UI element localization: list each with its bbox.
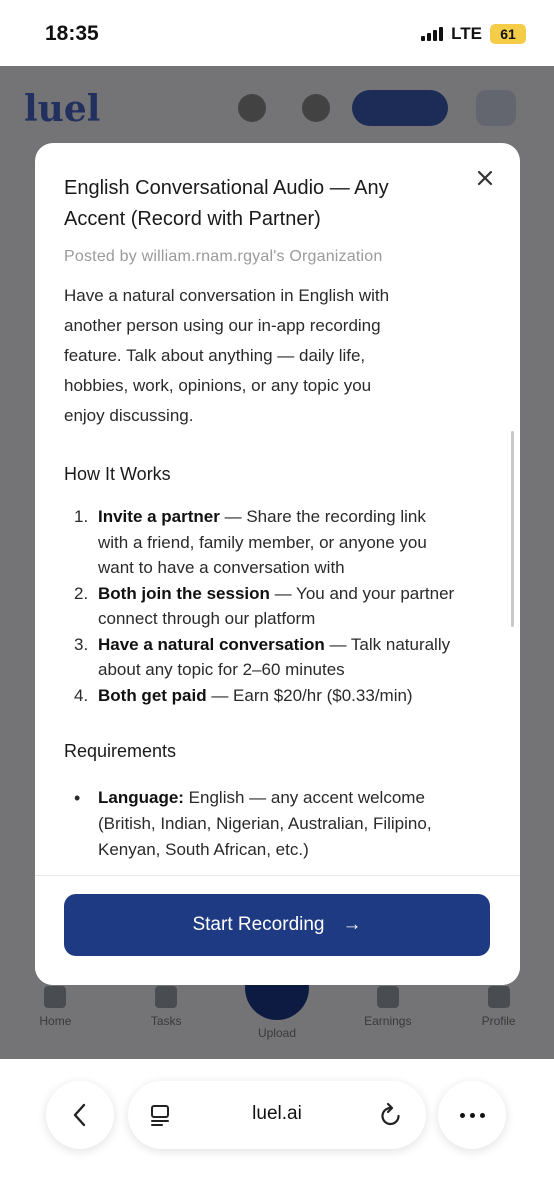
reload-icon[interactable] <box>378 1101 404 1129</box>
arrow-right-icon: → <box>342 914 362 935</box>
url-text[interactable]: luel.ai <box>252 1103 302 1124</box>
steps-list <box>64 504 491 708</box>
modal-content[interactable] <box>35 143 520 875</box>
chevron-left-icon <box>69 1102 91 1128</box>
start-recording-label: Start Recording <box>192 914 325 935</box>
start-recording-button[interactable] <box>64 894 490 956</box>
status-time: 18:35 <box>45 22 99 45</box>
network-label: LTE <box>451 24 482 43</box>
status-bar <box>0 0 554 66</box>
status-indicators <box>421 24 526 44</box>
browser-toolbar <box>0 1059 554 1199</box>
battery-icon: 61 <box>490 24 526 44</box>
list-item: 4. Both get paid — Earn $20/hr ($0.33/min) <box>74 685 413 705</box>
requirements-list <box>64 785 491 863</box>
scrollbar[interactable] <box>511 431 514 627</box>
modal-title: English Conversational Audio — Any Accent (Record with Partner) <box>64 177 389 230</box>
list-item: 3. Have a natural conversation — Talk naturally about any topic for 2–60 minutes <box>74 634 451 679</box>
address-bar[interactable] <box>128 1081 426 1149</box>
how-it-works-heading: How It Works <box>64 464 171 484</box>
task-description: Have a natural conversation in English with another person using our in-app recording feature. Talk about anything — daily life, hobbies, work, opinions, or any topic you enjoy discussing. <box>64 286 390 425</box>
list-item: • Language: English — any accent welcome (British, Indian, Nigerian, Australian, Filipino, Kenyan, South African, etc.) <box>74 788 432 859</box>
signal-icon <box>421 27 443 41</box>
more-icon[interactable] <box>438 1081 506 1149</box>
back-button[interactable] <box>46 1081 114 1149</box>
modal-footer <box>35 875 520 985</box>
requirements-heading: Requirements <box>64 741 177 761</box>
task-modal <box>35 143 520 985</box>
list-item: 2. Both join the session — You and your partner connect through our platform <box>74 583 455 628</box>
list-item: 1. Invite a partner — Share the recording link with a friend, family member, or anyone you want to have a conversation with <box>74 507 427 577</box>
posted-by: Posted by william.rnam.rgyal's Organization <box>64 248 383 265</box>
close-icon[interactable] <box>472 165 498 191</box>
